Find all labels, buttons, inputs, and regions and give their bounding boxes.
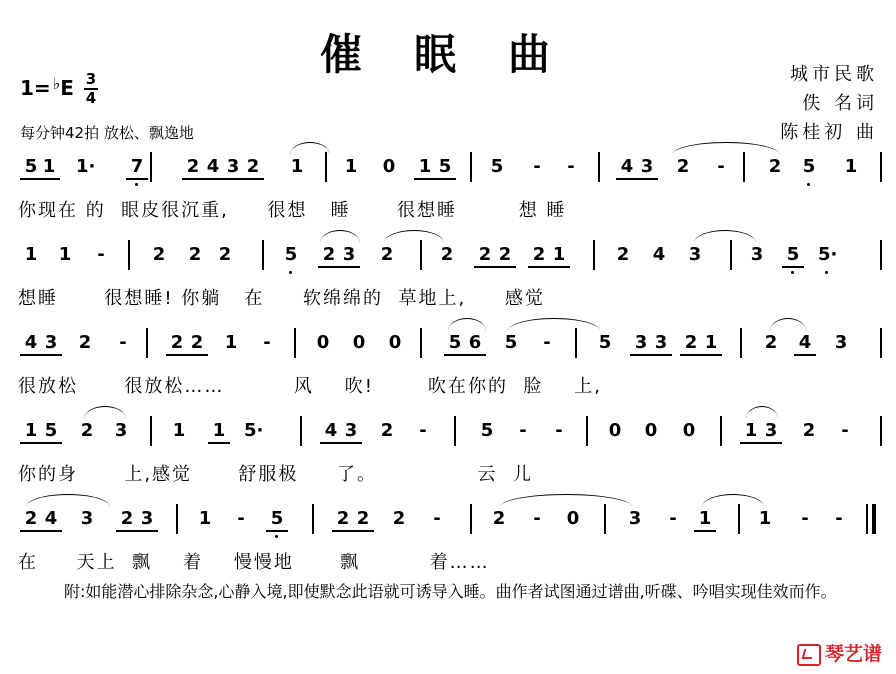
tie-slur <box>500 494 632 507</box>
note: 2 <box>78 332 92 353</box>
time-denominator: 4 <box>85 89 97 107</box>
bar-line <box>743 152 745 182</box>
bar-line <box>880 328 882 358</box>
note: 3 <box>138 508 156 529</box>
bar-line <box>575 328 577 358</box>
tie-slur <box>702 494 764 507</box>
note: 3 <box>688 244 702 265</box>
bar-line <box>312 504 314 534</box>
credit-source: 城市民歌 <box>790 64 878 85</box>
note: 0 <box>352 332 366 353</box>
note: - <box>841 420 849 441</box>
note: 2 <box>80 420 94 441</box>
note: 1 <box>198 508 212 529</box>
bar-line <box>586 416 588 446</box>
note: 1 <box>172 420 186 441</box>
note: 5 <box>446 332 464 353</box>
key-note: E <box>60 76 74 100</box>
bar-line <box>738 504 740 534</box>
note: 0 <box>382 156 396 177</box>
note: 3 <box>224 156 242 177</box>
key-prefix: 1= <box>20 76 51 100</box>
note: 4 <box>322 420 340 441</box>
note: 2 <box>440 244 454 265</box>
lyrics-line: 你的身 上,感觉 舒服极 了。 云 儿 <box>18 464 533 485</box>
note: 1 <box>416 156 434 177</box>
final-bar-thin <box>866 504 868 534</box>
note: 5 <box>800 156 818 177</box>
final-bar-thick <box>872 504 876 534</box>
note: - <box>97 244 105 265</box>
note: 5· <box>818 244 838 265</box>
note: 5 <box>42 420 60 441</box>
note: 3 <box>750 244 764 265</box>
lyrics-line: 你现在 的 眼皮很沉重, 很想 睡 很想睡 想 睡 <box>18 200 567 221</box>
note: 6 <box>466 332 484 353</box>
bar-line <box>593 240 595 270</box>
note: 4 <box>652 244 666 265</box>
tie-slur <box>26 494 110 507</box>
note: 1 <box>344 156 358 177</box>
credit-composer: 陈桂初 曲 <box>780 122 878 143</box>
note: - <box>237 508 245 529</box>
time-signature <box>84 72 98 106</box>
bar-line <box>880 416 882 446</box>
note: 5 <box>22 156 40 177</box>
bar-line <box>420 240 422 270</box>
note: 7 <box>128 156 146 177</box>
note: 3 <box>114 420 128 441</box>
bar-line <box>720 416 722 446</box>
tempo-marking: 每分钟42拍 放松、飘逸地 <box>20 124 194 142</box>
note: - <box>519 420 527 441</box>
bar-line <box>880 240 882 270</box>
bar-line <box>730 240 732 270</box>
note: 4 <box>22 332 40 353</box>
lyrics-line: 想睡 很想睡! 你躺 在 软绵绵的 草地上, 感觉 <box>18 288 545 309</box>
note: 2 <box>188 332 206 353</box>
bar-line <box>150 152 152 182</box>
note: 3 <box>834 332 848 353</box>
note: 3 <box>762 420 780 441</box>
note: 1 <box>58 244 72 265</box>
note: - <box>119 332 127 353</box>
note: 5 <box>282 244 300 265</box>
note: 2 <box>380 244 394 265</box>
note: 0 <box>608 420 622 441</box>
tie-slur <box>84 406 126 419</box>
note: 2 <box>676 156 690 177</box>
tie-slur <box>746 406 778 419</box>
notes-line <box>0 414 896 448</box>
note: - <box>433 508 441 529</box>
note: 1 <box>758 508 772 529</box>
time-numerator: 3 <box>85 70 97 88</box>
note: 0 <box>682 420 696 441</box>
note: 3 <box>628 508 642 529</box>
note: 2 <box>496 244 514 265</box>
tie-slur <box>770 318 806 331</box>
note: - <box>543 332 551 353</box>
bar-line <box>470 152 472 182</box>
note: 2 <box>168 332 186 353</box>
note: 3 <box>342 420 360 441</box>
flat-sign: ♭ <box>52 74 61 93</box>
note: 1 <box>22 420 40 441</box>
note: 1 <box>550 244 568 265</box>
lyrics-line: 很放松 很放松…… 风 吹! 吹在你的 脸 上, <box>18 376 603 397</box>
bar-line <box>128 240 130 270</box>
tie-slur <box>384 230 444 243</box>
page-title: 催眠曲 <box>320 30 603 79</box>
note: - <box>835 508 843 529</box>
note: 2 <box>476 244 494 265</box>
notes-line <box>0 238 896 272</box>
note: 1 <box>696 508 714 529</box>
notes-line <box>0 502 896 536</box>
note: - <box>669 508 677 529</box>
note: 5 <box>436 156 454 177</box>
bar-line <box>598 152 600 182</box>
note: 5 <box>504 332 518 353</box>
note: - <box>533 156 541 177</box>
credit-lyricist: 佚 名词 <box>802 93 878 114</box>
note: 5 <box>480 420 494 441</box>
tie-slur <box>508 318 600 331</box>
note: - <box>717 156 725 177</box>
note: 2 <box>764 332 778 353</box>
note: 0 <box>388 332 402 353</box>
note: 1 <box>702 332 720 353</box>
note: - <box>263 332 271 353</box>
bar-line <box>294 328 296 358</box>
note: 2 <box>244 156 262 177</box>
note: 2 <box>802 420 816 441</box>
note: 4 <box>618 156 636 177</box>
credits <box>780 60 878 147</box>
note: 3 <box>340 244 358 265</box>
note: - <box>567 156 575 177</box>
note: 2 <box>392 508 406 529</box>
note: 2 <box>184 156 202 177</box>
tie-slur <box>694 230 756 243</box>
bar-line <box>420 328 422 358</box>
bar-line <box>740 328 742 358</box>
note: 4 <box>204 156 222 177</box>
bar-line <box>262 240 264 270</box>
logo-icon <box>797 644 821 666</box>
logo-text: 琴艺谱 <box>824 643 882 665</box>
note: 1 <box>24 244 38 265</box>
note: 2 <box>188 244 202 265</box>
note: - <box>801 508 809 529</box>
note: 2 <box>22 508 40 529</box>
note: 4 <box>796 332 814 353</box>
bar-line <box>325 152 327 182</box>
note: 2 <box>616 244 630 265</box>
note: 2 <box>768 156 782 177</box>
tie-slur <box>448 318 486 331</box>
note: 3 <box>80 508 94 529</box>
note: 1 <box>40 156 58 177</box>
note: - <box>419 420 427 441</box>
note: 4 <box>42 508 60 529</box>
footnote: 附:如能潜心排除杂念,心静入境,即使默念此语就可诱导入睡。曲作者试图通过谱曲,听碟、吟唱实现佳效而作。 <box>64 582 837 601</box>
note: 2 <box>152 244 166 265</box>
note: 2 <box>682 332 700 353</box>
note: 2 <box>354 508 372 529</box>
lyrics-line: 在 天上 飘 着 慢慢地 飘 着…… <box>18 552 490 573</box>
note: - <box>533 508 541 529</box>
note: 2 <box>530 244 548 265</box>
note: 1 <box>290 156 304 177</box>
note: 2 <box>118 508 136 529</box>
bar-line <box>146 328 148 358</box>
note: 2 <box>380 420 394 441</box>
note: 5 <box>598 332 612 353</box>
note: 3 <box>42 332 60 353</box>
note: 1 <box>844 156 858 177</box>
bar-line <box>300 416 302 446</box>
tie-slur <box>320 230 360 243</box>
notes-line <box>0 150 896 184</box>
note: 3 <box>638 156 656 177</box>
note: 2 <box>218 244 232 265</box>
note: 1 <box>742 420 760 441</box>
note: 5 <box>268 508 286 529</box>
bar-line <box>604 504 606 534</box>
note: 5 <box>784 244 802 265</box>
tie-slur <box>290 142 330 155</box>
note: 5· <box>244 420 264 441</box>
note: 1 <box>210 420 228 441</box>
key-signature <box>20 76 74 100</box>
note: 1 <box>224 332 238 353</box>
note: 2 <box>492 508 506 529</box>
bar-line <box>470 504 472 534</box>
note: 1· <box>76 156 96 177</box>
site-logo <box>797 639 882 666</box>
notes-line <box>0 326 896 360</box>
note: 3 <box>632 332 650 353</box>
bar-line <box>150 416 152 446</box>
note: 0 <box>644 420 658 441</box>
note: 0 <box>316 332 330 353</box>
bar-line <box>880 152 882 182</box>
note: 0 <box>566 508 580 529</box>
note: - <box>555 420 563 441</box>
note: 3 <box>652 332 670 353</box>
note: 2 <box>334 508 352 529</box>
bar-line <box>176 504 178 534</box>
tie-slur <box>672 142 780 155</box>
bar-line <box>454 416 456 446</box>
note: 5 <box>490 156 504 177</box>
note: 2 <box>320 244 338 265</box>
